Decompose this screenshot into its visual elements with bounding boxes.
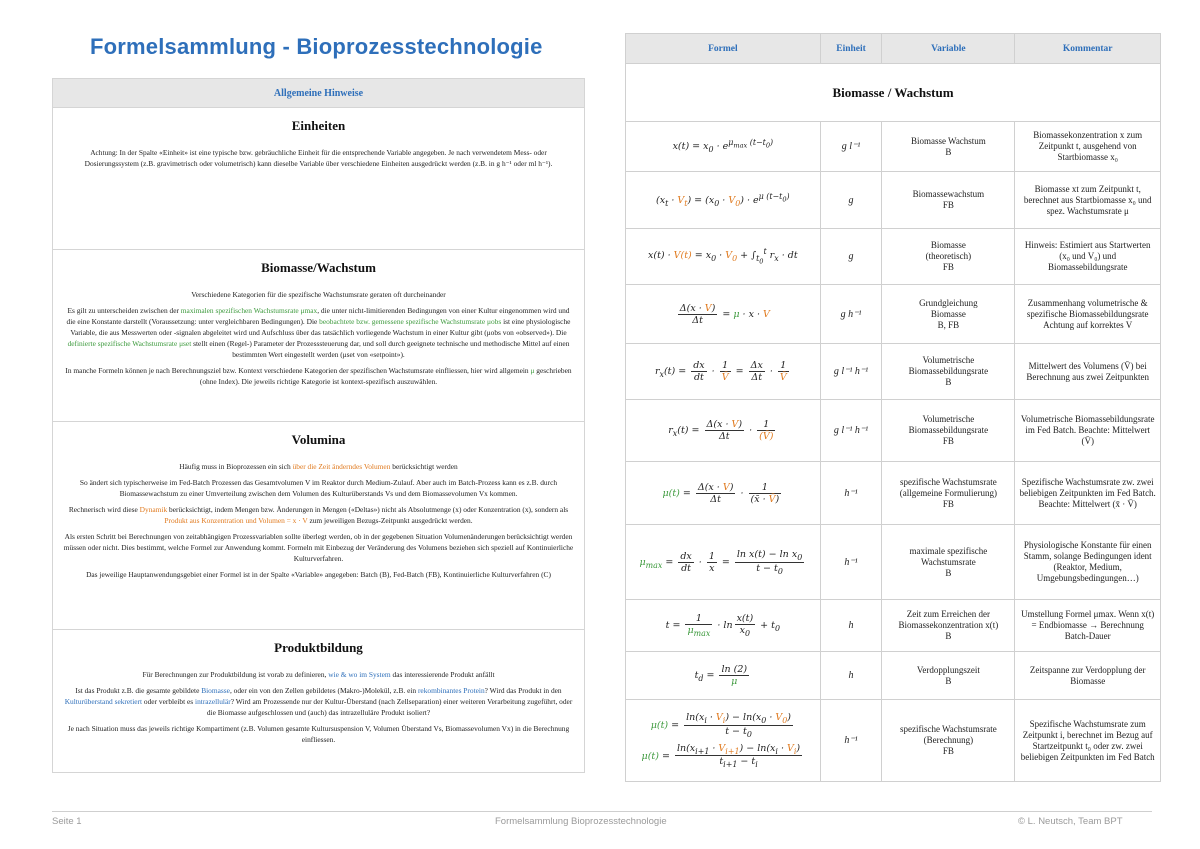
variable-line: maximale spezifische <box>909 545 988 556</box>
text-run: zum jeweiligen Bezugs-Zeitpunkt ausgedrückt werden. <box>307 516 473 525</box>
formula-cell: t = $\frac{1}{\mu_{max}}$ · ln $\frac{x(t)}{x_0}$ + $t_0$ <box>626 600 821 652</box>
highlight-product: Produkt aus Konzentration und Volumen = x · V <box>164 516 308 525</box>
section-volumina <box>52 422 585 630</box>
variable-cell <box>882 122 1015 172</box>
comment-cell: Biomasse xt zum Zeitpunkt t, berechnet aus Startbiomasse x₀ und spez. Wachstumsrate μ <box>1015 172 1161 229</box>
comment-cell: Umstellung Formel μmax. Wenn x(t) = Endbiomasse → Berechnung Batch-Dauer <box>1015 600 1161 652</box>
section-einheiten-title: Einheiten <box>291 118 346 133</box>
variable-line: Biomasse <box>930 240 966 250</box>
highlight-protein: rekombinantes Protein <box>417 686 485 695</box>
text-run: geschrieben (ohne Index). Die jeweils richtige Kategorie ist kontext-spezifisch auszuwählen. <box>199 366 572 386</box>
comment-cell: Biomassekonzentration x zum Zeitpunkt t, ausgehend von Startbiomasse x₀ <box>1015 122 1161 172</box>
text-run: Ist das Produkt z.B. die gesamte gebildete <box>75 686 202 695</box>
section-einheiten <box>52 108 585 250</box>
unit-cell: h⁻¹ <box>820 700 882 782</box>
comment-cell: Spezifische Wachstumsrate zw. zwei beliebigen Zeitpunkten im Fed Batch. Beachte: Mittelwert (x̄ · V̄) <box>1015 462 1161 525</box>
volumina-text-5: Das jeweilige Hauptanwendungsgebiet einer Formel ist in der Spalte «Variable» angegeben: Batch (B), Fed-Batch (FB), Kontinuierliche Kulturverfahren (C) <box>86 570 551 579</box>
unit-cell: h <box>820 600 882 652</box>
text-run: , oder ein von den Zellen gebildetes (Makro-)Molekül, z.B. ein <box>229 686 418 695</box>
comment-cell: Zusammenhang volumetrische & spezifische Biomassebildungsrate Achtung auf korrektes V <box>1015 285 1161 344</box>
text-run: Für Berechnungen zur Produktbildung ist vorab zu definieren, <box>142 670 329 679</box>
text-run: berücksichtigt werden <box>390 462 458 471</box>
variable-cell <box>882 285 1015 344</box>
highlight-secreted: Kulturüberstand sekretiert <box>64 697 143 706</box>
section-produkt-title: Produktbildung <box>274 640 363 655</box>
table-row <box>626 700 1161 782</box>
produkt-text-3: Je nach Situation muss das jeweils richtige Kompartiment (z.B. Volumen gesamte Kultursuspension V, Volumen Überstand Vs, Biomassevolumen Vx) in die Berechnung einfliessen. <box>67 724 570 744</box>
comment-cell: Physiologische Konstante für einen Stamm, solange Bedingungen ident (Reaktor, Medium, Umgebungsbedingungen…) <box>1015 525 1161 600</box>
formula-cell: $x(t) \cdot V(t) = x_0 \cdot V_0 + \int_{t_0}^t$ $r_x$ · dt <box>626 229 821 285</box>
table-row <box>626 285 1161 344</box>
page-title: Formelsammlung - Bioprozesstechnologie <box>90 34 543 59</box>
variable-cell <box>882 525 1015 600</box>
col-header-variable: Variable <box>882 34 1015 64</box>
volumina-text-1 <box>63 461 574 472</box>
comment-cell: Hinweis: Estimiert aus Startwerten (x₀ und V₀) und Biomassebildungsrate <box>1015 229 1161 285</box>
variable-line: B <box>945 675 952 686</box>
text-run: oder verbleibt es <box>142 697 196 706</box>
footer-copyright: © L. Neutsch, Team BPT <box>1018 816 1123 827</box>
variable-line: Biomasse Wachstum <box>910 135 986 146</box>
variable-line: FB <box>942 498 954 509</box>
biomasse-text-3 <box>63 365 574 387</box>
formula-cell: $r_x(t)$ = $\frac{dx}{dt}$ · $\frac{1}{V̄}$ = $\frac{\Delta x}{\Delta t}$ · $\frac{1}{V̄}$ <box>626 344 821 400</box>
variable-line: Biomassebildungsrate <box>908 425 989 435</box>
variable-line: Volumetrische <box>922 355 975 365</box>
col-header-einheit: Einheit <box>820 34 882 64</box>
text-run: ist eine physiologische Variable, die aus Messwerten oder -signalen abgeleitet wird und Aufschluss über das tatsächlich vorliegende Wachstum in einer Kultur gibt (μobs von «observed»). Die <box>70 317 571 337</box>
variable-line: (Berechnung) <box>923 735 974 745</box>
formula-cell: $t_d$ = $\frac{\ln (2)}{\mu}$ <box>626 652 821 700</box>
highlight-mumax: maximalen spezifischen Wachstumsrate μmax <box>180 306 318 315</box>
text-run: das interessierende Produkt anfällt <box>390 670 495 679</box>
variable-cell <box>882 652 1015 700</box>
variable-cell <box>882 600 1015 652</box>
text-run: , die unter nicht-limitierenden Bedingungen von einer Kultur eingenommen wird und die eine Konstante darstellt (Voraussetzung: unter vergleichbaren Bedingungen). Die <box>66 306 570 326</box>
text-run: berücksichtigt, indem Mengen bzw. Änderungen in Mengen («Deltas») nicht als Absolutmenge (x) oder Konzentration (x), sondern als <box>167 505 569 514</box>
text-run: ? Wird am Prozessende nur der Kultur-Überstand (nach Zellseparation) einer weiteren Verarbeitung zugeführt, oder die Biomasse aufgeschlossen und (auch) das intrazelluläre Produkt isoliert? <box>206 697 573 717</box>
comment-cell: Mittelwert des Volumens (V̄) bei Berechnung aus zwei Zeitpunkten <box>1015 344 1161 400</box>
variable-line: Grundgleichung <box>919 297 978 308</box>
unit-cell: g h⁻¹ <box>820 285 882 344</box>
formula-cell: μ(t) = $\frac{\ln(x_i \cdot V_i) - \ln(x_0 \cdot V_0)}{t - t_0}$ μ(t) = $\frac{\ln(x_{i+1} \cdot V_{i+1}) - \ln(x_i \cdot V_i)}{t_{i+1} - t_i}$ <box>626 700 821 782</box>
formula-cell: $(x_t \cdot V_t) = (x_0 \cdot V_0) \cdot e^{\mu (t-t_0)}$ <box>626 172 821 229</box>
variable-line: Zeit zum Erreichen der <box>906 609 990 619</box>
general-notes-header: Allgemeine Hinweise <box>52 78 585 108</box>
table-row <box>626 122 1161 172</box>
comment-cell: Spezifische Wachstumsrate zum Zeitpunkt i, berechnet im Bezug auf Startzeitpunkt t₀ oder zw. zwei beliebigen Zeitpunkten im Fed Batch <box>1015 700 1161 782</box>
variable-line: spezifische Wachstumsrate <box>899 724 997 734</box>
highlight-museset: definierte spezifische Wachstumsrate μset <box>67 339 192 348</box>
variable-line: B, FB <box>937 319 960 330</box>
unit-cell: h <box>820 652 882 700</box>
variable-line: Biomassebildungsrate <box>908 366 989 376</box>
table-row <box>626 652 1161 700</box>
text-run: Rechnerisch wird diese <box>68 505 140 514</box>
formula-cell: $x(t) = x_0 \cdot e^{\mu_{max} (t-t_0)}$ <box>626 122 821 172</box>
volumina-text-3 <box>63 504 574 526</box>
general-notes-panel <box>52 78 585 771</box>
variable-line: B <box>945 631 952 641</box>
biomasse-text-2 <box>63 305 574 360</box>
table-row <box>626 344 1161 400</box>
variable-cell <box>882 400 1015 462</box>
table-row <box>626 172 1161 229</box>
highlight-biomasse: Biomasse <box>201 686 230 695</box>
comment-cell: Volumetrische Biomassebildungsrate im Fed Batch. Beachte: Mittelwert (V̄) <box>1015 400 1161 462</box>
variable-cell <box>882 172 1015 229</box>
text-run: Es gilt zu unterscheiden zwischen der <box>67 306 181 315</box>
einheiten-text: Achtung: In der Spalte «Einheit» ist eine typische bzw. gebräuchliche Einheit für die entsprechende Variable angegeben. Je nach verwendetem Mess- oder Dosierungssystem (z.B. gravimetrisch oder volumetrisch) kann dieselbe Variable über verschiedene Einheiten ausgedrückt werden (z.B. in g h⁻¹ oder ml h⁻¹). <box>84 148 553 168</box>
formula-cell: $\frac{\Delta(x \cdot V)}{\Delta t}$ = μ · x · V <box>626 285 821 344</box>
highlight-muobs: beobachtete bzw. gemessene spezifische Wachstumsrate μobs <box>319 317 502 326</box>
section-row <box>626 64 1161 122</box>
unit-cell: g <box>820 172 882 229</box>
unit-cell: h⁻¹ <box>820 525 882 600</box>
variable-cell <box>882 344 1015 400</box>
produkt-text-2 <box>63 685 574 718</box>
unit-cell: h⁻¹ <box>820 462 882 525</box>
table-row <box>626 462 1161 525</box>
variable-cell <box>882 700 1015 782</box>
variable-line: FB <box>942 262 954 272</box>
variable-line: Verdopplungszeit <box>916 664 980 675</box>
highlight-mu: μ <box>530 366 535 375</box>
formula-cell: $r_x(t)$ = $\frac{\Delta(x \cdot V)}{\Delta t}$ · $\frac{1}{(V̄)}$ <box>626 400 821 462</box>
unit-cell: g l⁻¹ h⁻¹ <box>820 344 882 400</box>
volumina-text-2: So ändert sich typischerweise im Fed-Batch Prozessen das Gesamtvolumen V im Reaktor durch Medium-Zulauf. Aber auch im Batch-Prozess kann es z.B. durch Biomassewachstum zu einer Umverteilung zwischen dem Volumen des Kulturüberstands Vs und dem Biomassevolumen Vx kommen. <box>79 478 558 498</box>
highlight-dynamik: Dynamik <box>139 505 168 514</box>
section-biomasse <box>52 250 585 422</box>
variable-line: Wachstumsrate <box>921 556 976 567</box>
section-biomasse-title: Biomasse/Wachstum <box>261 260 376 275</box>
biomasse-text-1: Verschiedene Kategorien für die spezifische Wachstumsrate geraten oft durcheinander <box>191 290 446 299</box>
variable-line: Volumetrische <box>922 414 975 424</box>
section-produkt <box>52 630 585 773</box>
text-run: Häufig muss in Bioprozessen ein sich <box>179 462 293 471</box>
variable-line: Biomassewachstum <box>912 189 985 199</box>
formula-cell: μ(t) = $\frac{\Delta(x \cdot V)}{\Delta t}$ · $\frac{1}{(x̄ \cdot V̄)}$ <box>626 462 821 525</box>
table-header-row <box>626 34 1161 64</box>
section-volumina-title: Volumina <box>291 432 346 447</box>
formula-table <box>625 33 1161 782</box>
variable-cell <box>882 462 1015 525</box>
variable-line: B <box>945 377 952 387</box>
table-row <box>626 400 1161 462</box>
table-row <box>626 600 1161 652</box>
formula-cell: $\mu_{max}$ = $\frac{dx}{dt}$ · $\frac{1}{x}$ = $\frac{\ln x(t) - \ln x_0}{t - t_0}$ <box>626 525 821 600</box>
volumina-text-4: Als ersten Schritt bei Berechnungen von zeitabhängigen Prozessvariablen sollte überlegt werden, ob in der gegebenen Situation Volumenänderungen berücksichtigt werden müssen oder nicht. Dies bestimmt, welche Formel zur Anwendung kommt. Formeln mit Einbezug der Veränderung des Volumens beziehen sich speziell auf Kontinuierliche Kulturverfahren. <box>63 532 574 563</box>
table-row <box>626 525 1161 600</box>
variable-line: B <box>945 146 952 157</box>
variable-line: Biomassekonzentration x(t) <box>898 620 999 630</box>
variable-line: (theoretisch) <box>925 251 972 261</box>
section-title: Biomasse / Wachstum <box>626 64 1161 122</box>
footer-divider <box>52 811 1152 812</box>
produkt-text-1 <box>63 669 574 680</box>
footer-page-number: Seite 1 <box>52 816 82 827</box>
text-run: ? Wird das Produkt in den <box>484 686 562 695</box>
footer-doc-title: Formelsammlung Bioprozesstechnologie <box>495 816 667 827</box>
text-run: In manche Formeln können je nach Berechnungsziel bzw. Kontext verschiedene Kategorien der spezifischen Wachstumsrate einfliessen, hier wird allgemein <box>65 366 531 375</box>
variable-line: (allgemeine Formulierung) <box>899 487 997 498</box>
highlight-volume: über die Zeit änderndes Volumen <box>292 462 391 471</box>
highlight-intracellular: intrazellulär <box>195 697 231 706</box>
col-header-formel: Formel <box>626 34 821 64</box>
variable-line: FB <box>942 746 954 756</box>
col-header-kommentar: Kommentar <box>1015 34 1161 64</box>
variable-line: FB <box>942 436 954 446</box>
variable-line: FB <box>942 200 954 210</box>
variable-line: B <box>945 567 952 578</box>
unit-cell: g <box>820 229 882 285</box>
unit-cell: g l⁻¹ h⁻¹ <box>820 400 882 462</box>
highlight-system: wie & wo im System <box>328 670 391 679</box>
variable-cell <box>882 229 1015 285</box>
text-run: stellt einen (Regel-) Parameter der Prozesssteuerung dar, und soll durch geeignete technische und methodische Mittel auf einen bestimmten Wert eingestellt werden (μset von «setpoint»). <box>191 339 570 359</box>
unit-cell: g l⁻¹ <box>820 122 882 172</box>
variable-line: spezifische Wachstumsrate <box>899 476 997 487</box>
table-row <box>626 229 1161 285</box>
variable-line: Biomasse <box>930 308 966 319</box>
comment-cell: Zeitspanne zur Verdopplung der Biomasse <box>1015 652 1161 700</box>
